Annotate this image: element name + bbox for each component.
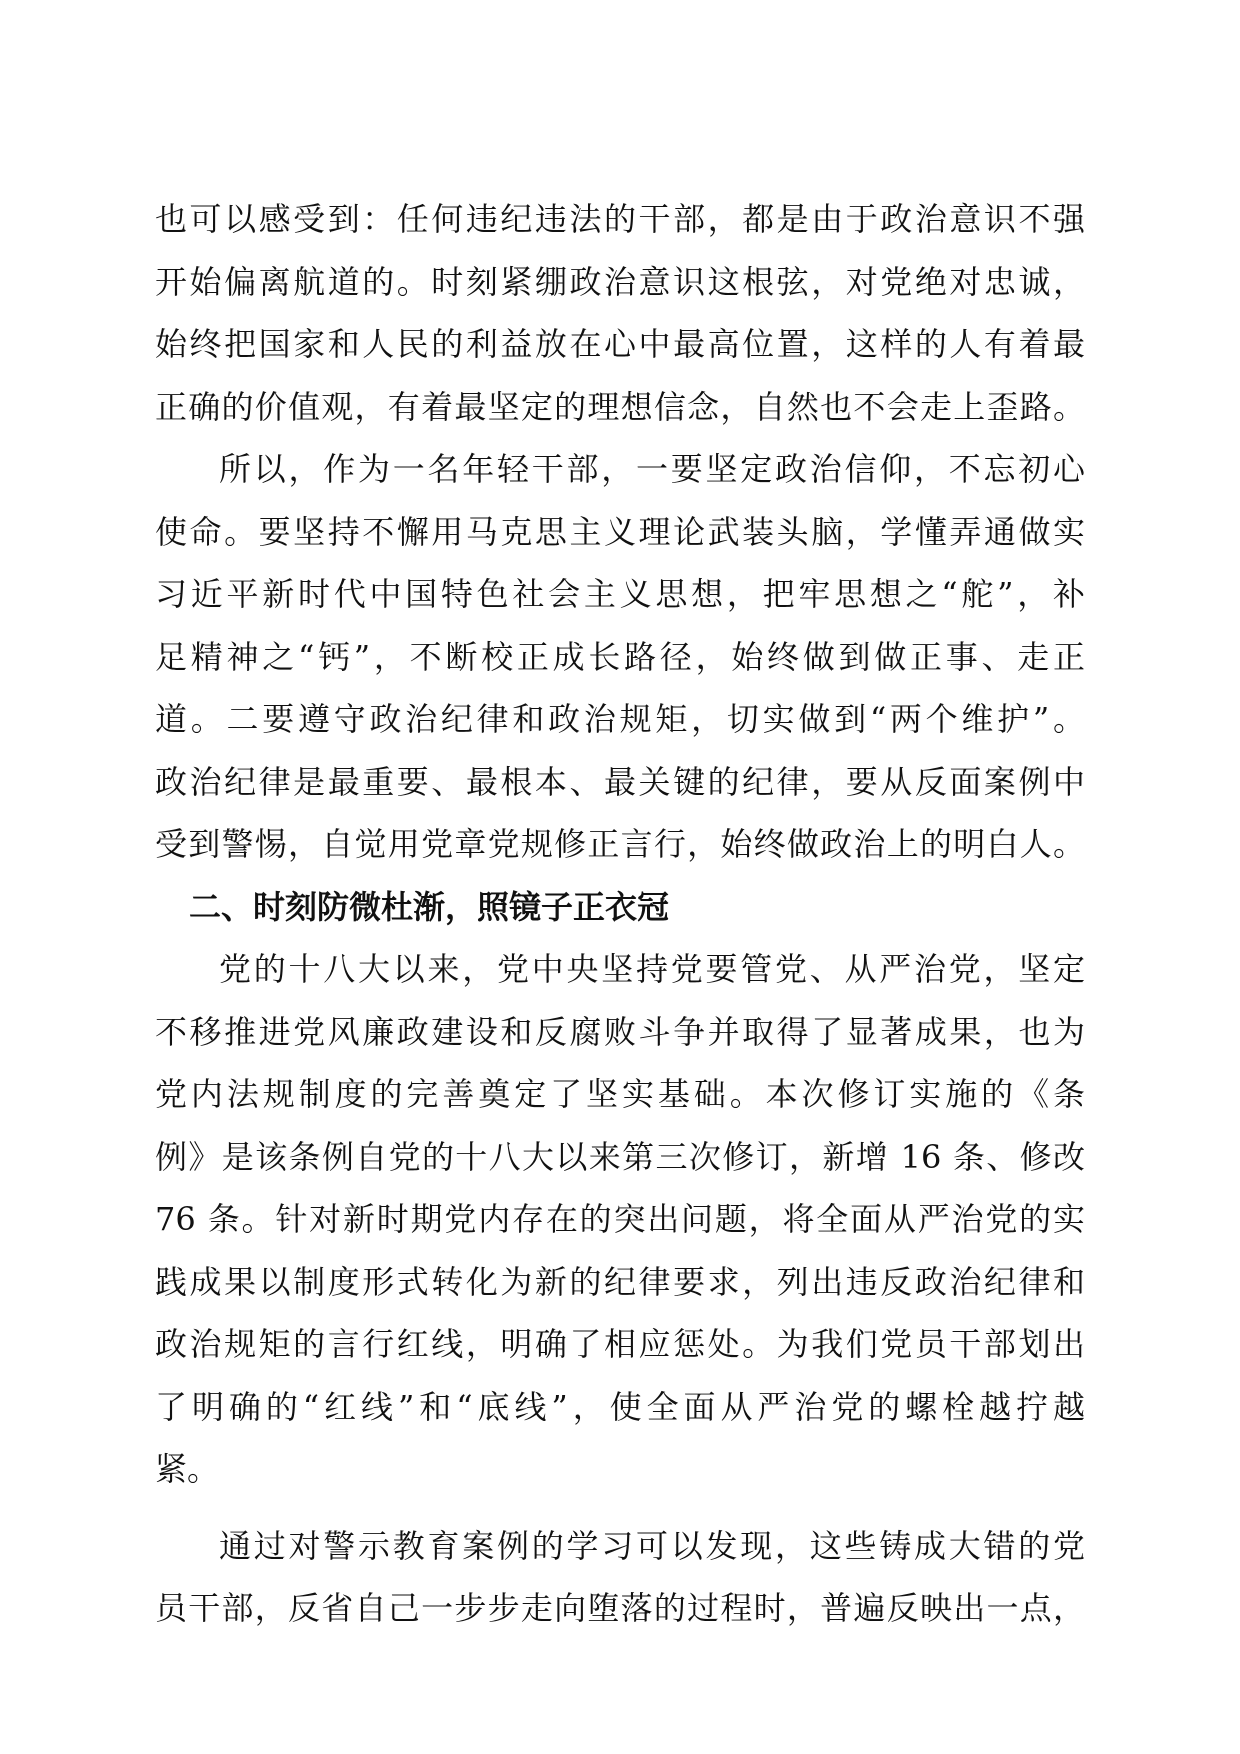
- text-line: 了明确的“红线”和“底线”，使全面从严治党的螺栓越拧越: [155, 1387, 1085, 1426]
- text-line: 政治纪律是最重要、最根本、最关键的纪律，要从反面案例中: [155, 762, 1085, 801]
- text-line: 通过对警示教育案例的学习可以发现，这些铸成大错的党: [219, 1526, 1085, 1565]
- section-heading: 二、时刻防微杜渐，照镜子正衣冠: [189, 887, 670, 926]
- text-line: 所以，作为一名年轻干部，一要坚定政治信仰，不忘初心: [219, 450, 1085, 488]
- text-line: 党内法规制度的完善奠定了坚实基础。本次修订实施的《条: [155, 1075, 1085, 1113]
- text-line: 足精神之“钙”，不断校正成长路径，始终做到做正事、走正: [155, 637, 1085, 676]
- text-line: 党的十八大以来，党中央坚持党要管党、从严治党，坚定: [219, 950, 1085, 988]
- text-line: 不移推进党风廉政建设和反腐败斗争并取得了显著成果，也为: [155, 1012, 1085, 1051]
- text-line: 习近平新时代中国特色社会主义思想，把牢思想之“舵”，补: [155, 575, 1085, 613]
- text-line: 使命。要坚持不懈用马克思主义理论武装头脑，学懂弄通做实: [155, 512, 1085, 551]
- text-line: 也可以感受到：任何违纪违法的干部，都是由于政治意识不强: [155, 200, 1085, 238]
- paragraph-gap: [155, 1501, 1085, 1515]
- text-line: 政治规矩的言行红线，明确了相应惩处。为我们党员干部划出: [155, 1325, 1085, 1363]
- body-text: [155, 188, 1085, 1640]
- text-line: 员干部，反省自己一步步走向堕落的过程时，普遍反映出一点，: [155, 1589, 1085, 1627]
- text-line: 开始偏离航道的。时刻紧绷政治意识这根弦，对党绝对忠诚，: [155, 262, 1085, 301]
- text-line: 76 条。针对新时期党内存在的突出问题，将全面从严治党的实: [155, 1200, 1085, 1238]
- text-line: 践成果以制度形式转化为新的纪律要求，列出违反政治纪律和: [155, 1262, 1085, 1301]
- text-line: 受到警惕，自觉用党章党规修正言行，始终做政治上的明白人。: [155, 825, 1085, 863]
- text-line: 道。二要遵守政治纪律和政治规矩，切实做到“两个维护”。: [155, 700, 1085, 738]
- text-line: 例》是该条例自党的十八大以来第三次修订，新增 16 条、修改: [155, 1137, 1085, 1176]
- text-line: 紧。: [155, 1450, 220, 1488]
- text-line: 始终把国家和人民的利益放在心中最高位置，这样的人有着最: [155, 325, 1085, 363]
- text-line: 正确的价值观，有着最坚定的理想信念，自然也不会走上歪路。: [155, 387, 1085, 426]
